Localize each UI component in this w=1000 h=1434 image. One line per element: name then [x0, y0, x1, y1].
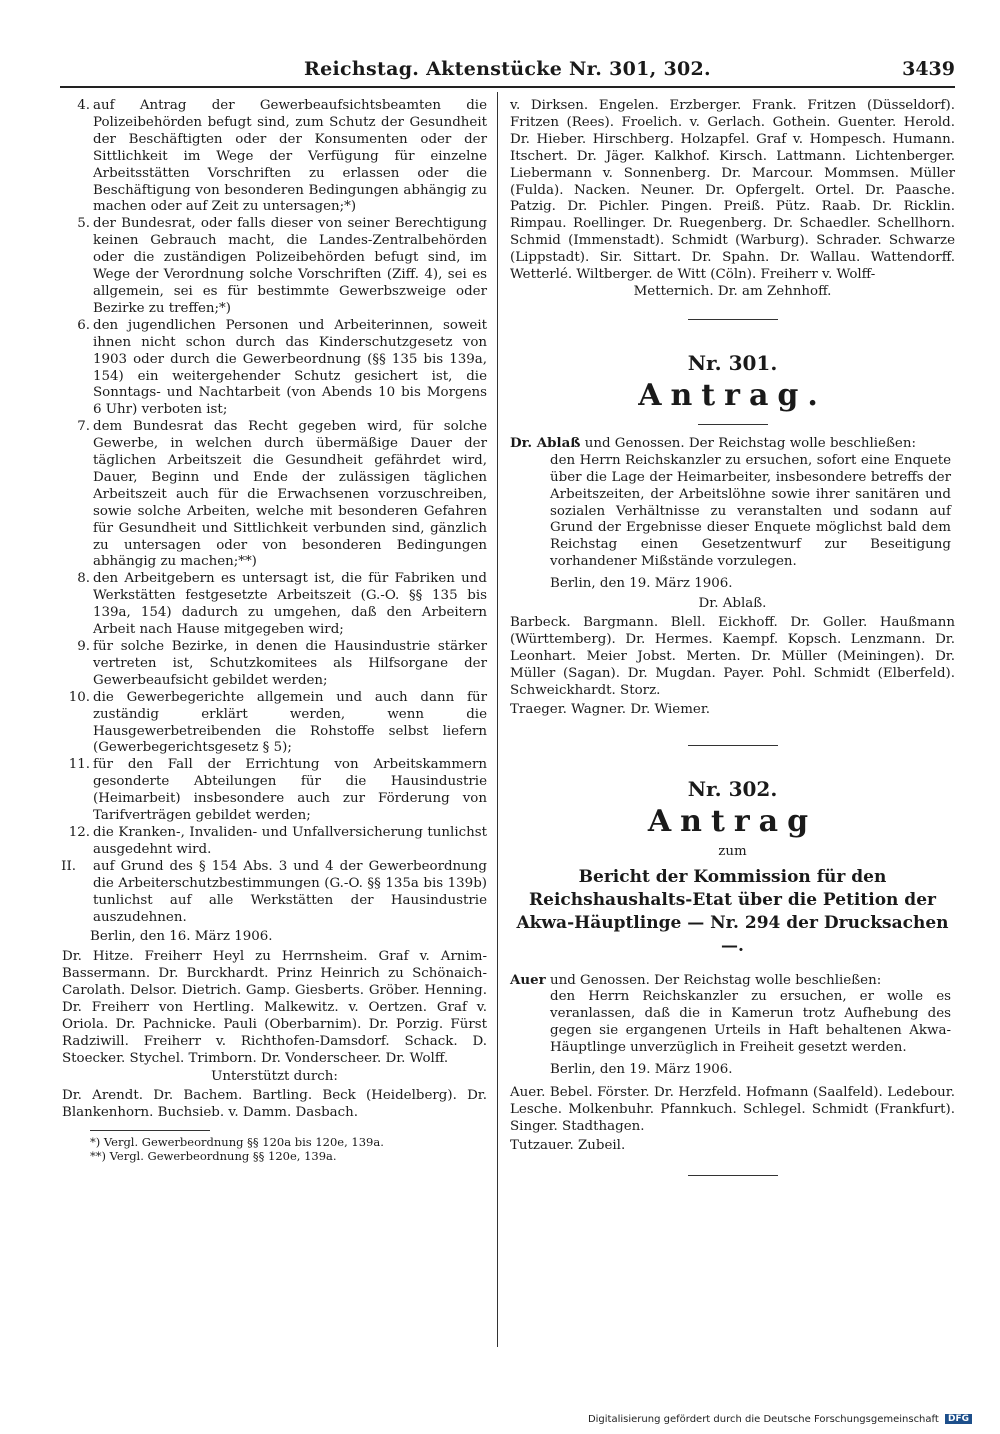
item-text: auf Antrag der Gewerbeaufsichtsbeamten die Polizeibehörden befugt sind, zum Schutz der Gesundheit der Beschäftigten oder der Konsumenten oder der Sittlichkeit im Wege der Verfügung für einzelne Arbeitsstätten Vorschriften zu erlassen oder die Beschäftigung von besonderen Bedingungen abhängig zu machen oder auf Zeit zu untersagen;*): [93, 98, 487, 215]
item-number: II.: [61, 858, 76, 874]
dfg-logo: DFG: [945, 1414, 972, 1424]
item-text: die Gewerbegerichte allgemein und auch dann für zuständig erklärt werden, wenn die Hausgewerbetreibenden die Rohstoffe selbst liefern (Gewerbegerichtsgesetz § 5);: [93, 689, 487, 756]
document-number: Nr. 301.: [687, 350, 778, 375]
item-number: 6.: [77, 317, 90, 333]
motion-lead-name: Dr. Ablaß: [510, 434, 581, 451]
list-item: [62, 825, 487, 859]
item-number: 11.: [68, 757, 90, 773]
page-number: 3439: [902, 58, 955, 80]
co-signers: Auer. Bebel. Förster. Dr. Herzfeld. Hofmann (Saalfeld). Ledebour. Lesche. Molkenbuhr. Pfannkuch. Schlegel. Schmidt (Frankfurt). Singer. Stadthagen.: [510, 1085, 955, 1134]
list-item: [62, 757, 487, 825]
item-text: den Arbeitgebern es untersagt ist, die für Fabriken und Werkstätten festgesetzte Arbeitszeit (G.-O. §§ 135 bis 139a, 154) dadurch zu umgehen, daß den Arbeitern Arbeit nach Hause mitgegeben wird;: [93, 571, 487, 638]
footnote: **) Vergl. Gewerbeordnung §§ 120e, 139a.: [90, 1148, 337, 1163]
document-subject: Bericht der Kommission für den Reichshaushalts-Etat über die Petition der Akwa-Häuptlinge — Nr. 294 der Drucksachen —.: [516, 866, 949, 956]
column-divider: [497, 92, 498, 1347]
page-header: [60, 58, 955, 86]
item-text: den jugendlichen Personen und Arbeiterinnen, soweit ihnen nicht schon durch das Kinderschutzgesetz von 1903 oder durch die Gewerbeordnung (§§ 135 bis 139a, 154) ein weitergehender Schutz gesichert ist, die Sonntags- und Nachtarbeit (von Abends 10 bis Morgens 6 Uhr) verboten ist;: [93, 317, 487, 418]
section-separator: [688, 745, 778, 746]
supporters: Dr. Arendt. Dr. Bachem. Bartling. Beck (Heidelberg). Dr. Blankenhorn. Buchsieb. v. Damm. Dasbach.: [62, 1087, 487, 1120]
continued-supporters-end: Metternich. Dr. am Zehnhoff.: [633, 283, 832, 299]
right-column: [510, 98, 955, 1194]
list-item: [62, 216, 487, 317]
date-line: Berlin, den 19. März 1906.: [550, 1062, 733, 1078]
list-item: [62, 571, 487, 639]
list-item: [62, 98, 487, 216]
item-number: 7.: [77, 419, 90, 435]
item-number: 5.: [77, 216, 90, 232]
motion-intro-text: und Genossen. Der Reichstag wolle beschließen:: [545, 972, 882, 988]
section-separator: [688, 319, 778, 320]
motion-lead-name: Auer: [510, 971, 546, 988]
list-item: [62, 318, 487, 419]
document-title: Antrag.: [638, 377, 827, 413]
date-line: Berlin, den 16. März 1906.: [90, 929, 273, 945]
item-text: für den Fall der Errichtung von Arbeitskammern gesonderte Abteilungen für die Hausindustrie (Heimarbeit) insbesondere auch zur Förderung von Tarifverträgen gebildet werden;: [93, 757, 487, 824]
zum-label: zum: [718, 843, 747, 859]
motion-body: den Herrn Reichskanzler zu ersuchen, sofort eine Enquete über die Lage der Heimarbeiter, insbesondere betreffs der Arbeitszeiten, der Arbeitslöhne sowie ihrer sanitären und sozialen Verhältnisse zu veranstalten und sodann auf Grund der Ergebnisse dieser Enquete möglichst bald dem Reichstag einen Gesetzentwurf zur Beseitigung vorhandener Mißstände vorzulegen.: [550, 452, 951, 570]
item-number: 10.: [68, 689, 90, 705]
header-rule: [60, 86, 955, 88]
co-signers: Barbeck. Bargmann. Blell. Eickhoff. Dr. Goller. Haußmann (Württemberg). Dr. Hermes. Kaempf. Kopsch. Lenzmann. Dr. Leonhart. Meier Jobst. Merten. Dr. Müller (Meiningen). Dr. Müller (Sagan). Dr. Mugdan. Payer. Pohl. Schmidt (Elberfeld). Schweickhardt. Storz.: [510, 615, 955, 698]
footnote: *) Vergl. Gewerbeordnung §§ 120a bis 120e, 139a.: [90, 1134, 384, 1149]
dfg-credit: [588, 1414, 972, 1425]
list-item: [62, 690, 487, 758]
running-title: Reichstag. Aktenstücke Nr. 301, 302.: [304, 58, 711, 80]
item-number: 12.: [68, 824, 90, 840]
lead-signer: Dr. Ablaß.: [698, 596, 767, 612]
item-number: 8.: [77, 571, 90, 587]
document-number: Nr. 302.: [687, 776, 778, 801]
motion-intro: [510, 972, 955, 990]
footnote-rule: [90, 1130, 210, 1131]
item-number: 4.: [77, 98, 90, 113]
item-text: für solche Bezirke, in denen die Hausindustrie stärker vertreten ist, Schutzkomitees als Hilfsorgane der Gewerbeaufsicht gebildet werden;: [93, 639, 487, 688]
left-column: [62, 98, 487, 1163]
item-text: auf Grund des § 154 Abs. 3 und 4 der Gewerbeordnung die Arbeiterschutzbestimmungen (G.-O. §§ 135a bis 139b) tunlichst auf alle Werkstätten der Hausindustrie auszudehnen.: [93, 858, 487, 925]
list-item-roman: [62, 859, 487, 927]
title-rule: [698, 424, 768, 425]
list-item: [62, 639, 487, 690]
supported-label: Unterstützt durch:: [211, 1068, 338, 1084]
motion-intro-text: und Genossen. Der Reichstag wolle beschließen:: [580, 435, 916, 451]
item-text: die Kranken-, Invaliden- und Unfallversicherung tunlichst ausgedehnt wird.: [93, 824, 487, 857]
section-separator: [688, 1175, 778, 1176]
credit-text: Digitalisierung gefördert durch die Deutsche Forschungsgemeinschaft: [587, 1414, 939, 1425]
continued-supporters: v. Dirksen. Engelen. Erzberger. Frank. Fritzen (Düsseldorf). Fritzen (Rees). Froelich. v. Gerlach. Gothein. Guenter. Herold. Dr. Hieber. Hirschberg. Holzapfel. Graf v. Hompesch. Humann. Itschert. Dr. Jäger. Kalkhof. Kirsch. Lattmann. Lichtenberger. Liebermann v. Sonnenberg. Dr. Marcour. Mommsen. Müller (Fulda). Nacken. Neuner. Dr. Opfergelt. Ortel. Dr. Paasche. Patzig. Dr. Pichler. Pingen. Preiß. Pütz. Raab. Dr. Ricklin. Rimpau. Roellinger. Dr. Ruegenberg. Dr. Schaedler. Schellhorn. Schmid (Immenstadt). Schmidt (Warburg). Schrader. Schwarze (Lippstadt). Sir. Sittart. Dr. Spahn. Dr. Wallau. Wattendorff. Wetterlé. Wiltberger. de Witt (Cöln). Freiherr v. Wolff-: [510, 98, 955, 283]
item-number: 9.: [77, 639, 90, 654]
item-text: der Bundesrat, oder falls dieser von seiner Berechtigung keinen Gebrauch macht, die Landes-Zentralbehörden oder die zuständigen Polizeibehörden befugt sind, im Wege der Verordnung solche Vorschriften (Ziff. 4), sei es allgemein, sei es für bestimmte Gewerbszweige oder Bezirke zu treffen;*): [93, 216, 487, 316]
date-line: Berlin, den 19. März 1906.: [550, 576, 733, 592]
co-signers-end: Traeger. Wagner. Dr. Wiemer.: [510, 701, 711, 717]
signatories: Dr. Hitze. Freiherr Heyl zu Herrnsheim. Graf v. Arnim-Bassermann. Dr. Burckhardt. Prinz Heinrich zu Schönaich-Carolath. Delsor. Dietrich. Gamp. Giesberts. Gröber. Henning. Dr. Freiherr von Hertling. Malkewitz. v. Oertzen. Graf v. Oriola. Dr. Pachnicke. Pauli (Oberbarnim). Dr. Porzig. Fürst Radziwill. Freiherr v. Richthofen-Damsdorf. Schack. D. Stoecker. Stychel. Trimborn. Dr. Vonderscheer. Dr. Wolff.: [62, 949, 487, 1066]
motion-body: den Herrn Reichskanzler zu ersuchen, er wolle es veranlassen, daß die in Kamerun trotz Aufhebung des gegen sie ergangenen Urteils in Haft behaltenen Akwa-Häuptlinge unverzüglich in Freiheit gesetzt werden.: [550, 989, 951, 1056]
item-text: dem Bundesrat das Recht gegeben wird, für solche Gewerbe, in welchen durch übermäßige Dauer der täglichen Arbeitszeit die Gesundheit gefährdet wird, Dauer, Beginn und Ende der zulässigen täglichen Arbeitszeit auch für die Erwachsenen vorzuschreiben, sowie solche Arbeiten, welche mit besonderen Gefahren für Gesundheit und Sittlichkeit verbunden sind, gänzlich zu untersagen oder von besonderen Bedingungen abhängig zu machen;**): [93, 419, 487, 570]
co-signers-end: Tutzauer. Zubeil.: [510, 1137, 626, 1153]
motion-intro: [510, 435, 955, 453]
document-title: Antrag: [647, 803, 818, 839]
list-item: [62, 419, 487, 571]
